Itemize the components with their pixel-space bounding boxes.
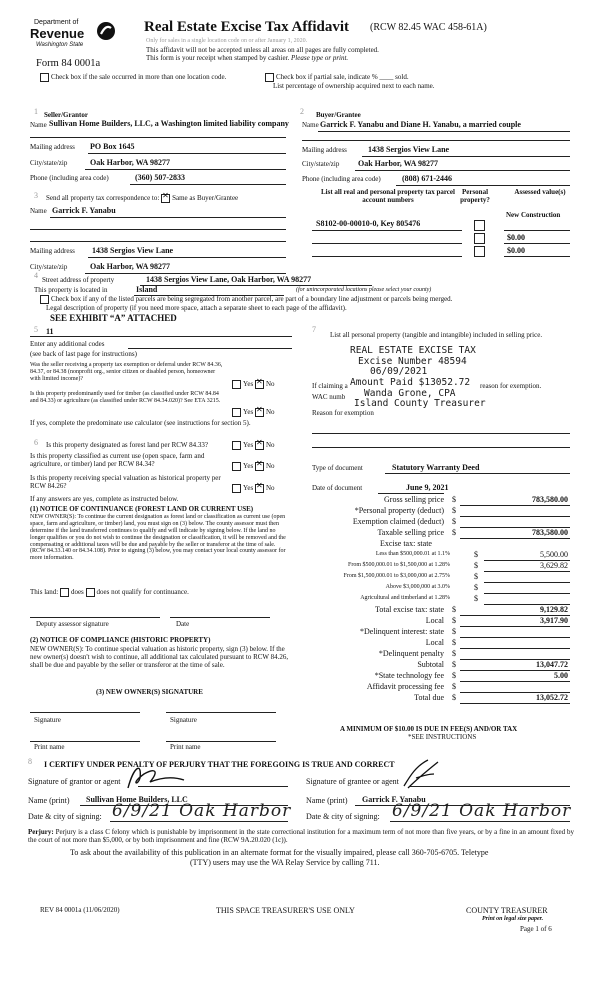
doc-date-label: Date of document bbox=[312, 484, 363, 492]
total-row-value[interactable]: 13,052.72 bbox=[536, 693, 568, 702]
total-row-value[interactable]: 13,047.72 bbox=[536, 660, 568, 669]
dor-logo-mark-icon bbox=[96, 21, 116, 41]
forest-question: Is this property designated as forest land per RCW 84.33? bbox=[46, 441, 209, 449]
buyer-name: Garrick F. Yanabu and Diane H. Yanabu, a married couple bbox=[320, 120, 521, 129]
buyer-phone: (808) 671-2446 bbox=[402, 174, 452, 183]
notice-continuance-title: (1) NOTICE OF CONTINUANCE (FOREST LAND OR CURRENT USE) bbox=[30, 505, 254, 513]
dollar-sign: $ bbox=[452, 671, 456, 680]
form-rcw: (RCW 82.45 WAC 458-61A) bbox=[370, 22, 487, 33]
total-row-label: Local bbox=[425, 638, 444, 647]
same-as-buyer-checkbox[interactable]: ✕ bbox=[161, 194, 170, 203]
buyer-mailing-label: Mailing address bbox=[302, 146, 347, 154]
section-1-number: 1 bbox=[34, 107, 38, 116]
grantee-signature-label: Signature of grantee or agent bbox=[306, 777, 399, 786]
see-back-note: (see back of last page for instructions) bbox=[30, 350, 137, 358]
total-row-label: Affidavit processing fee bbox=[366, 682, 444, 691]
current-use-answer[interactable]: Yes ✕ No bbox=[232, 462, 275, 471]
assessed-col-header: Assessed value(s) bbox=[514, 188, 566, 196]
list-percentage-note: List percentage of ownership acquired next to each name. bbox=[273, 82, 435, 90]
grantor-name-label: Name (print) bbox=[28, 796, 70, 805]
bracket-label: From $1,500,000.01 to $3,000,000 at 2.75% bbox=[343, 573, 450, 579]
buyer-phone-label: Phone (including area code) bbox=[302, 175, 381, 183]
seller-mailing-label: Mailing address bbox=[30, 143, 75, 151]
section-6-number: 6 bbox=[34, 438, 38, 447]
reason-label: Reason for exemption bbox=[312, 409, 374, 417]
doc-type: Statutory Warranty Deed bbox=[392, 463, 480, 472]
correspondence-mailing: 1438 Sergios View Lane bbox=[92, 246, 174, 255]
bracket-label: Less than $500,000.01 at 1.1% bbox=[375, 551, 450, 557]
treasurer-use-only: THIS SPACE TREASURER'S USE ONLY bbox=[216, 906, 355, 915]
new-owner-signature-2: Signature bbox=[170, 716, 197, 724]
sale-row-value[interactable]: 783,580.00 bbox=[532, 495, 568, 504]
street-label: Street address of property bbox=[42, 276, 115, 284]
grantor-date-city-label: Date & city of signing: bbox=[28, 812, 102, 821]
deputy-assessor-signature: Deputy assessor signature bbox=[36, 620, 109, 628]
new-owner-print-2: Print name bbox=[170, 743, 201, 751]
section-8-number: 8 bbox=[28, 757, 32, 766]
personal-property-label: List all personal property (tangible and intangible) included in selling price. bbox=[330, 331, 543, 339]
current-use-question: Is this property classified as current use (open space, farm and agriculture, or timber) land per RCW 84.34? bbox=[30, 452, 205, 469]
buyer-name-label: Name bbox=[302, 121, 319, 129]
timber-question: Is this property predominantly used for timber (as classified under RCW 84.84 and 84.33) or agriculture (as classified under RCW 84.34.020)? See ETA 3215. bbox=[30, 391, 221, 404]
claiming-rest: reason for exemption. bbox=[480, 382, 542, 390]
dollar-sign: $ bbox=[452, 693, 456, 702]
notice-3: This form is your receipt when stamped by cashier. Please type or print. bbox=[146, 54, 349, 62]
notice-compliance-body: NEW OWNER(S): To continue special valuation as historic property, sign (3) below. If the new owner(s) doesn't wish to continue, all additional tax calculated pursuant to RCW 84.26, shall be due and payable by the seller or transferor at the time of sale. bbox=[30, 645, 289, 670]
new-construction-label: New Construction bbox=[506, 211, 561, 219]
county-treasurer: COUNTY TREASURER bbox=[466, 906, 548, 915]
correspondence-city-label: City/state/zip bbox=[30, 263, 68, 271]
grantor-signature-label: Signature of grantor or agent bbox=[28, 777, 121, 786]
exemption-answer[interactable]: Yes ✕ No bbox=[232, 380, 275, 389]
total-row-label: Subtotal bbox=[417, 660, 444, 669]
notice-2: This affidavit will not be accepted unless all areas on all pages are fully completed. bbox=[146, 46, 379, 54]
total-row-label: Total excise tax: state bbox=[375, 605, 444, 614]
personal-property-checkbox-3[interactable] bbox=[474, 246, 485, 257]
grantor-date-city: 6/9/21 Oak Harbor bbox=[112, 801, 292, 821]
dollar-sign: $ bbox=[474, 550, 478, 559]
correspondence-name: Garrick F. Yanabu bbox=[52, 206, 116, 215]
grantor-print-name: Sullivan Home Builders, LLC bbox=[86, 795, 188, 804]
see-instructions-note: *SEE INSTRUCTIONS bbox=[408, 733, 477, 741]
dollar-sign: $ bbox=[452, 495, 456, 504]
checkbox[interactable] bbox=[265, 73, 274, 82]
legal-description: SEE EXHIBIT “A” ATTACHED bbox=[50, 313, 177, 323]
total-row-label: Local bbox=[425, 616, 444, 625]
correspondence-mailing-label: Mailing address bbox=[30, 247, 75, 255]
seller-phone: (360) 507-2833 bbox=[135, 173, 185, 182]
alt-format-line-2: (TTY) users may use the WA Relay Service by calling 711. bbox=[190, 858, 380, 867]
correspondence-city: Oak Harbor, WA 98277 bbox=[90, 262, 171, 271]
parcel-col-header: List all real and personal property tax parcel account numbers bbox=[321, 188, 455, 205]
seller-mailing: PO Box 1645 bbox=[90, 142, 135, 151]
forest-answer[interactable]: Yes ✕ No bbox=[232, 441, 275, 450]
dollar-sign: $ bbox=[452, 649, 456, 658]
section-2-number: 2 bbox=[300, 107, 304, 116]
legal-desc-label: Legal description of property (if you need more space, attach a separate sheet to each page of the affidavit). bbox=[46, 304, 347, 312]
sale-row-label: Taxable selling price bbox=[377, 528, 444, 537]
sale-row-label: *Personal property (deduct) bbox=[354, 506, 444, 515]
total-row-label: *State technology fee bbox=[374, 671, 444, 680]
section-7-number: 7 bbox=[312, 325, 316, 334]
dollar-sign: $ bbox=[452, 638, 456, 647]
minimum-fee-note: A MINIMUM OF $10.00 IS DUE IN FEE(S) AND/OR TAX bbox=[340, 725, 518, 733]
dollar-sign: $ bbox=[452, 528, 456, 537]
total-row-label: Total due bbox=[414, 693, 444, 702]
treasurer-stamp: REAL ESTATE EXCISE TAX Excise Number 48594 06/09/2021 Amount Paid $13052.72 Wanda Grone, CPA Island County Treasurer bbox=[350, 345, 486, 410]
grantee-name-label: Name (print) bbox=[306, 796, 348, 805]
grantee-date-city-label: Date & city of signing: bbox=[306, 812, 380, 821]
sale-row-label: Gross selling price bbox=[384, 495, 444, 504]
notice-compliance-title: (2) NOTICE OF COMPLIANCE (HISTORIC PROPERTY) bbox=[30, 636, 211, 644]
seller-city-label: City/state/zip bbox=[30, 159, 68, 167]
form-title: Real Estate Excise Tax Affidavit bbox=[144, 19, 349, 35]
form-number: Form 84 0001a bbox=[36, 58, 101, 69]
deputy-date: Date bbox=[176, 620, 190, 628]
wac-label: WAC numb bbox=[312, 393, 346, 401]
use-code: 11 bbox=[46, 327, 54, 336]
doc-date: June 9, 2021 bbox=[406, 483, 449, 492]
checkbox[interactable] bbox=[40, 73, 49, 82]
dor-logo bbox=[30, 18, 118, 62]
doc-type-label: Type of document bbox=[312, 464, 363, 472]
historic-question: Is this property receiving special valuation as historical property per RCW 84.26? bbox=[30, 474, 221, 491]
new-owner-signature-title: (3) NEW OWNER(S) SIGNATURE bbox=[96, 688, 203, 696]
new-owner-signature-1: Signature bbox=[34, 716, 61, 724]
checkbox[interactable] bbox=[40, 295, 49, 304]
notice-continuance-body: NEW OWNER(S): To continue the current designation as forest land or classification as current use (open space, farm and agriculture, or timber) land, you must sign on (3) below. The county assessor must then determine if the land transferred continues to qualify and will indicate by signing below. If the land no longer qualifies or you do not wish to continue the designation or classification, it will be removed and the compensating or additional taxes will be due and payable by the seller or transferor at the time of sale. (RCW 84.33.140 or 84.34.108). Prior to signing (3) below, you may contact your local county assessor for more information. bbox=[30, 514, 286, 562]
total-row-label: *Delinquent penalty bbox=[378, 649, 444, 658]
dollar-sign: $ bbox=[452, 627, 456, 636]
dept-of: Department of bbox=[34, 19, 79, 26]
any-yes-note: If any answers are yes, complete as instructed below. bbox=[30, 495, 179, 503]
property-street: 1438 Sergios View Lane, Oak Harbor, WA 98277 bbox=[146, 275, 312, 284]
buyer-city-label: City/state/zip bbox=[302, 160, 340, 168]
print-legal-note: Print on legal size paper. bbox=[482, 916, 544, 922]
claiming-label: If claiming a bbox=[312, 382, 348, 390]
personal-property-checkbox-1[interactable] bbox=[474, 220, 485, 231]
seller-city: Oak Harbor, WA 98277 bbox=[90, 158, 171, 167]
section-3-number: 3 bbox=[34, 191, 38, 200]
dollar-sign: $ bbox=[452, 682, 456, 691]
partial-sale-check[interactable]: Check box if partial sale, indicate % ____ sold. bbox=[265, 73, 409, 82]
parcel-number: S8102-00-00010-0, Key 805476 bbox=[316, 219, 421, 228]
dollar-sign: $ bbox=[452, 517, 456, 526]
dollar-sign: $ bbox=[474, 561, 478, 570]
dollar-sign: $ bbox=[474, 594, 478, 603]
grantee-date-city: 6/9/21 Oak Harbor bbox=[392, 801, 572, 821]
located-label: This property is located in bbox=[34, 286, 108, 294]
personal-property-checkbox-2[interactable] bbox=[474, 233, 485, 244]
segregated-check[interactable]: Check box if any of the listed parcels are being segregated from another parcel, are part of a boundary line adjustment or parcels being merged. bbox=[40, 295, 452, 304]
dollar-sign: $ bbox=[452, 660, 456, 669]
correspondence-name-label: Name bbox=[30, 207, 47, 215]
bracket-label: Agricultural and timberland at 1.28% bbox=[360, 595, 450, 601]
excise-tax-label: Excise tax: state bbox=[380, 539, 432, 548]
total-row-label: *Delinquent interest: state bbox=[360, 627, 444, 636]
seller-heading: Seller/Grantor bbox=[44, 111, 88, 119]
buyer-heading: Buyer/Grantee bbox=[316, 111, 361, 119]
assessed-value-1: $0.00 bbox=[507, 233, 525, 242]
page-number: Page 1 of 6 bbox=[520, 925, 552, 933]
notice-1: Only for sales in a single location code on or after January 1, 2020. bbox=[146, 38, 308, 44]
additional-codes-label: Enter any additional codes bbox=[30, 340, 105, 348]
buyer-city: Oak Harbor, WA 98277 bbox=[358, 159, 439, 168]
total-row-value[interactable]: 5.00 bbox=[554, 671, 568, 680]
located-note: (for unincorporated locations please select your county) bbox=[296, 287, 432, 293]
if-yes-note: If yes, complete the predominate use calculator (see instructions for section 5). bbox=[30, 419, 251, 427]
grantee-signature bbox=[398, 756, 448, 790]
sale-row-value[interactable]: 783,580.00 bbox=[532, 528, 568, 537]
dollar-sign: $ bbox=[452, 506, 456, 515]
certify-statement: I CERTIFY UNDER PENALTY OF PERJURY THAT THE FOREGOING IS TRUE AND CORRECT bbox=[44, 760, 395, 769]
dept-state: Washington State bbox=[36, 42, 84, 48]
property-county: Island bbox=[136, 285, 158, 294]
perjury-notice: Perjury: Perjury is a class C felony which is punishable by imprisonment in the state correctional institution for a maximum term of not more than five years, or by a fine in an amount fixed by the court of not more than $5,000, or by both imprisonment and fine (RCW 9A.20.020 (1c)). bbox=[28, 828, 575, 845]
correspondence-line: Send all property tax correspondence to: ✕ Same as Buyer/Grantee bbox=[46, 191, 239, 203]
alt-format-line-1: To ask about the availability of this publication in an alternate format for the visually impaired, please call 360-705-6705. Teletype bbox=[70, 848, 489, 857]
bracket-label: From $500,000.01 to $1,500,000 at 1.28% bbox=[348, 562, 450, 568]
dollar-sign: $ bbox=[452, 605, 456, 614]
total-row-value[interactable]: 9,129.82 bbox=[540, 605, 568, 614]
personal-col-header: Personal property? bbox=[460, 188, 490, 205]
form-revision: REV 84 0001a (11/06/2020) bbox=[40, 906, 120, 914]
dept-revenue: Revenue bbox=[30, 26, 85, 41]
timber-answer[interactable]: Yes ✕ No bbox=[232, 408, 275, 417]
total-row-value[interactable]: 3,917.90 bbox=[540, 616, 568, 625]
exemption-question: Was the seller receiving a property tax exemption or deferral under RCW 84.36, 84.37, or 84.38 (nonprofit org., senior citizen or disabled person, homeowner with limited income)? bbox=[30, 362, 223, 382]
seller-name-label: Name bbox=[30, 121, 47, 129]
bracket-label: Above $3,000,000 at 3.0% bbox=[385, 584, 450, 590]
historic-answer[interactable]: Yes ✕ No bbox=[232, 484, 275, 493]
this-land-line[interactable]: This land: does does not qualify for continuance. bbox=[30, 588, 189, 597]
multi-location-check[interactable]: Check box if the sale occurred in more than one location code. bbox=[40, 73, 226, 82]
section-4-number: 4 bbox=[34, 271, 38, 280]
assessed-value-2: $0.00 bbox=[507, 246, 525, 255]
dollar-sign: $ bbox=[452, 616, 456, 625]
seller-phone-label: Phone (including area code) bbox=[30, 174, 109, 182]
new-owner-print-1: Print name bbox=[34, 743, 65, 751]
dollar-sign: $ bbox=[474, 572, 478, 581]
grantee-print-name: Garrick F. Yanabu bbox=[362, 795, 426, 804]
seller-name: Sullivan Home Builders, LLC, a Washington limited liability company bbox=[49, 119, 289, 128]
dollar-sign: $ bbox=[474, 583, 478, 592]
section-5-number: 5 bbox=[34, 325, 38, 334]
bracket-value[interactable]: 3,629.82 bbox=[540, 561, 568, 570]
sale-row-label: Exemption claimed (deduct) bbox=[352, 517, 444, 526]
buyer-mailing: 1438 Sergios View Lane bbox=[368, 145, 450, 154]
grantor-signature bbox=[120, 760, 190, 792]
bracket-value[interactable]: 5,500.00 bbox=[540, 550, 568, 559]
